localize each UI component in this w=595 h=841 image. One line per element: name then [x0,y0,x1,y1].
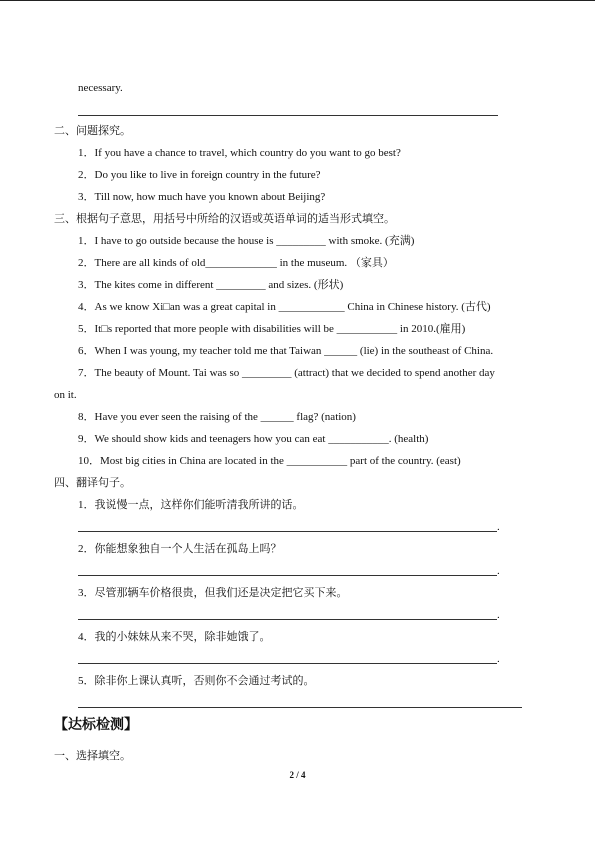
question-fill-4: 4．As we know Xi□an was a great capital in ____________ China in Chinese history. (古代) [78,301,491,313]
question-fill-1: 1．I have to go outside because the house is _________ with smoke. (充满) [78,235,415,247]
question-translate-5: 5．除非你上课认真听，否则你不会通过考试的。 [78,675,315,687]
section-title-multiple-choice: 一、选择填空。 [54,750,131,762]
answer-line[interactable] [78,575,497,576]
period-mark: . [497,521,500,533]
question-fill-3: 3．The kites come in different _________ and sizes. (形状) [78,279,344,291]
answer-line[interactable] [78,619,497,620]
question-translate-3: 3．尽管那辆车价格很贵，但我们还是决定把它买下来。 [78,587,348,599]
question-fill-10: 10．Most big cities in China are located in the ___________ part of the country. (east) [78,455,461,467]
page-number: 2 / 4 [289,770,306,780]
question-fill-7: 7．The beauty of Mount. Tai was so _________ (attract) that we decided to spend another day [78,367,495,379]
answer-line[interactable] [78,115,498,116]
section-title-fill-blank: 三、根据句子意思，用括号中所给的汉语或英语单词的适当形式填空。 [54,213,395,225]
question-translate-2: 2．你能想象独自一个人生活在孤岛上吗？ [78,543,282,555]
answer-line[interactable] [78,531,497,532]
question-translate-4: 4．我的小妹妹从来不哭，除非她饿了。 [78,631,271,643]
question-fill-5: 5．It□s reported that more people with disabilities will be ___________ in 2010.(雇用) [78,323,466,335]
answer-line[interactable] [78,663,497,664]
period-mark: . [497,609,500,621]
question-fill-8: 8．Have you ever seen the raising of the ______ flag? (nation) [78,411,356,423]
text-necessary: necessary. [78,82,123,94]
section-title-inquiry: 二、问题探究。 [54,125,131,137]
period-mark: . [497,653,500,665]
question-fill-2: 2．There are all kinds of old_____________ in the museum. （家具） [78,257,394,269]
section-title-translate: 四、翻译句子。 [54,477,131,489]
question-fill-9: 9．We should show kids and teenagers how you can eat ___________. (health) [78,433,429,445]
question-inquiry-2: 2．Do you like to live in foreign country in the future? [78,169,321,181]
question-translate-1: 1．我说慢一点，这样你们能听清我所讲的话。 [78,499,304,511]
top-border [0,0,595,1]
section-header-check: 【达标检测】 [54,717,138,733]
question-inquiry-3: 3．Till now, how much have you known about Beijing? [78,191,326,203]
question-inquiry-1: 1．If you have a chance to travel, which country do you want to go best? [78,147,401,159]
question-fill-6: 6．When I was young, my teacher told me that Taiwan ______ (lie) in the southeast of China. [78,345,494,357]
question-fill-7-continued: on it. [54,389,77,401]
period-mark: . [497,565,500,577]
answer-line[interactable] [78,707,522,708]
